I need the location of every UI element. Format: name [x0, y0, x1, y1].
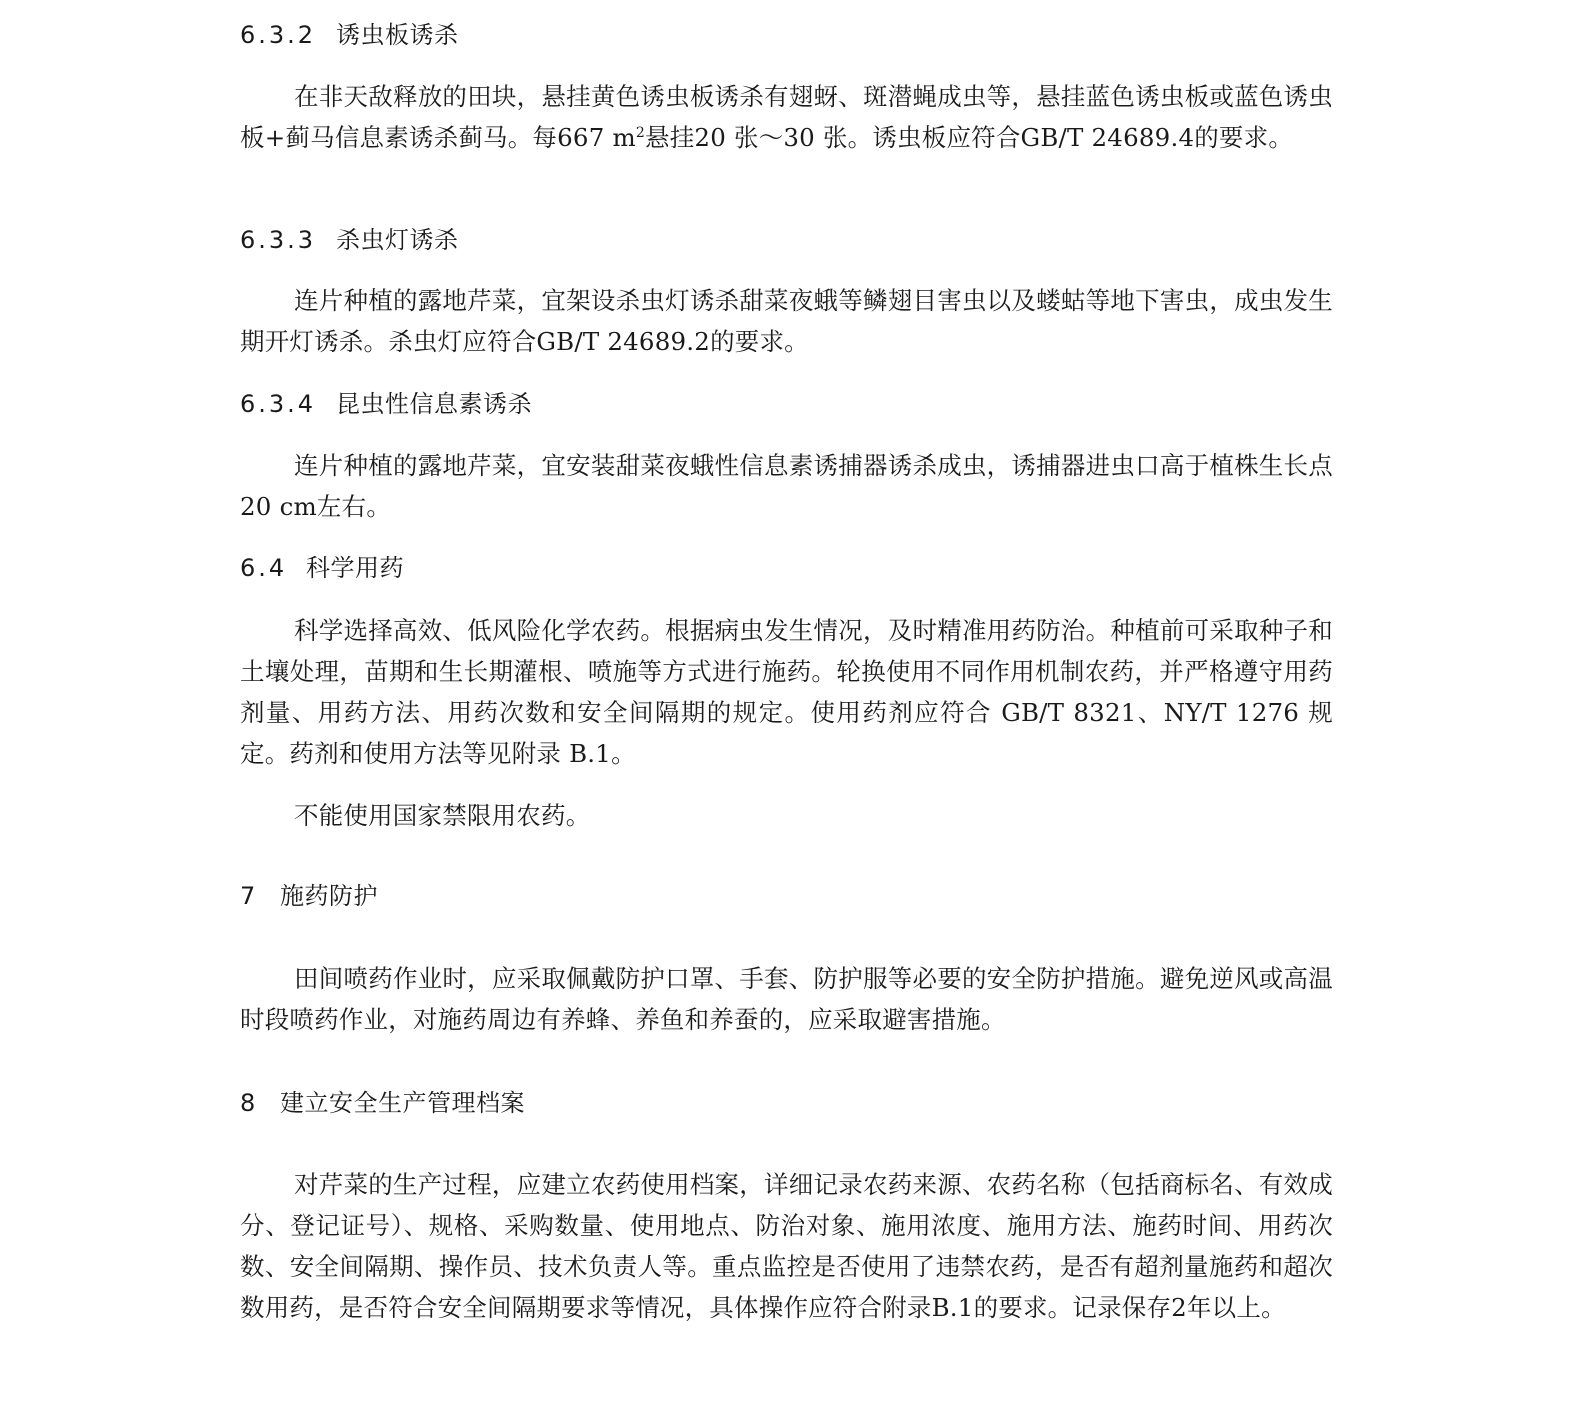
- paragraph-6-3-3: 连片种植的露地芹菜，宜架设杀虫灯诱杀甜菜夜蛾等鳞翅目害虫以及蝼蛄等地下害虫，成虫发生期开灯诱杀。杀虫灯应符合GB/T 24689.2的要求。: [240, 286, 1333, 356]
- paragraph-6-4-1: 科学选择高效、低风险化学农药。根据病虫发生情况，及时精准用药防治。种植前可采取种子和土壤处理，苗期和生长期灌根、喷施等方式进行施药。轮换使用不同作用机制农药，并严格遵守用药剂量、用药方法、用药次数和安全间隔期的规定。使用药剂应符合 GB/T 8321、NY/T 1276 规定。药剂和使用方法等见附录 B.1。: [240, 616, 1333, 768]
- section-title: 科学用药: [306, 554, 404, 582]
- section-number: 6.3.2: [240, 21, 317, 49]
- section-title: 昆虫性信息素诱杀: [336, 390, 532, 418]
- paragraph-text-part-1: 在非天敌释放的田块，悬挂黄色诱虫板诱杀有翅蚜、斑潜蝇成虫等，悬挂蓝色诱虫板或蓝色诱虫板+蓟马信息素诱杀蓟马。每667 m: [240, 82, 1333, 152]
- paragraph-7: 田间喷药作业时，应采取佩戴防护口罩、手套、防护服等必要的安全防护措施。避免逆风或高温时段喷药作业，对施药周边有养蜂、养鱼和养蚕的，应采取避害措施。: [240, 964, 1333, 1034]
- section-title: 诱虫板诱杀: [336, 21, 459, 49]
- section-number: 8: [240, 1089, 259, 1117]
- paragraph-6-3-2: [240, 76, 1333, 158]
- section-number: 6.3.4: [240, 390, 317, 418]
- paragraph-6-4-2: 不能使用国家禁限用农药。: [294, 801, 591, 830]
- document-page: [240, 0, 1335, 1424]
- section-number: 6.3.3: [240, 226, 317, 254]
- superscript-2: 2: [635, 124, 646, 141]
- section-heading-6-4: [240, 551, 404, 585]
- section-heading-6-3-2: [240, 18, 459, 52]
- paragraph-8: 对芹菜的生产过程，应建立农药使用档案，详细记录农药来源、农药名称（包括商标名、有效成分、登记证号）、规格、采购数量、使用地点、防治对象、施用浓度、施用方法、施药时间、用药次数、安全间隔期、操作员、技术负责人等。重点监控是否使用了违禁农药，是否有超剂量施药和超次数用药，是否符合安全间隔期要求等情况，具体操作应符合附录B.1的要求。记录保存2年以上。: [240, 1170, 1333, 1322]
- section-heading-6-3-3: [240, 223, 459, 257]
- section-heading-8: [240, 1086, 525, 1120]
- section-number: 7: [240, 882, 259, 910]
- paragraph-6-3-4: 连片种植的露地芹菜，宜安装甜菜夜蛾性信息素诱捕器诱杀成虫，诱捕器进虫口高于植株生长点20 cm左右。: [240, 451, 1333, 521]
- paragraph-text-part-2: 悬挂20 张～30 张。诱虫板应符合GB/T 24689.4的要求。: [645, 123, 1294, 152]
- section-title: 建立安全生产管理档案: [280, 1089, 525, 1117]
- section-title: 施药防护: [280, 882, 378, 910]
- section-heading-6-3-4: [240, 387, 532, 421]
- section-number: 6.4: [240, 554, 288, 582]
- section-heading-7: [240, 879, 378, 913]
- section-title: 杀虫灯诱杀: [336, 226, 459, 254]
